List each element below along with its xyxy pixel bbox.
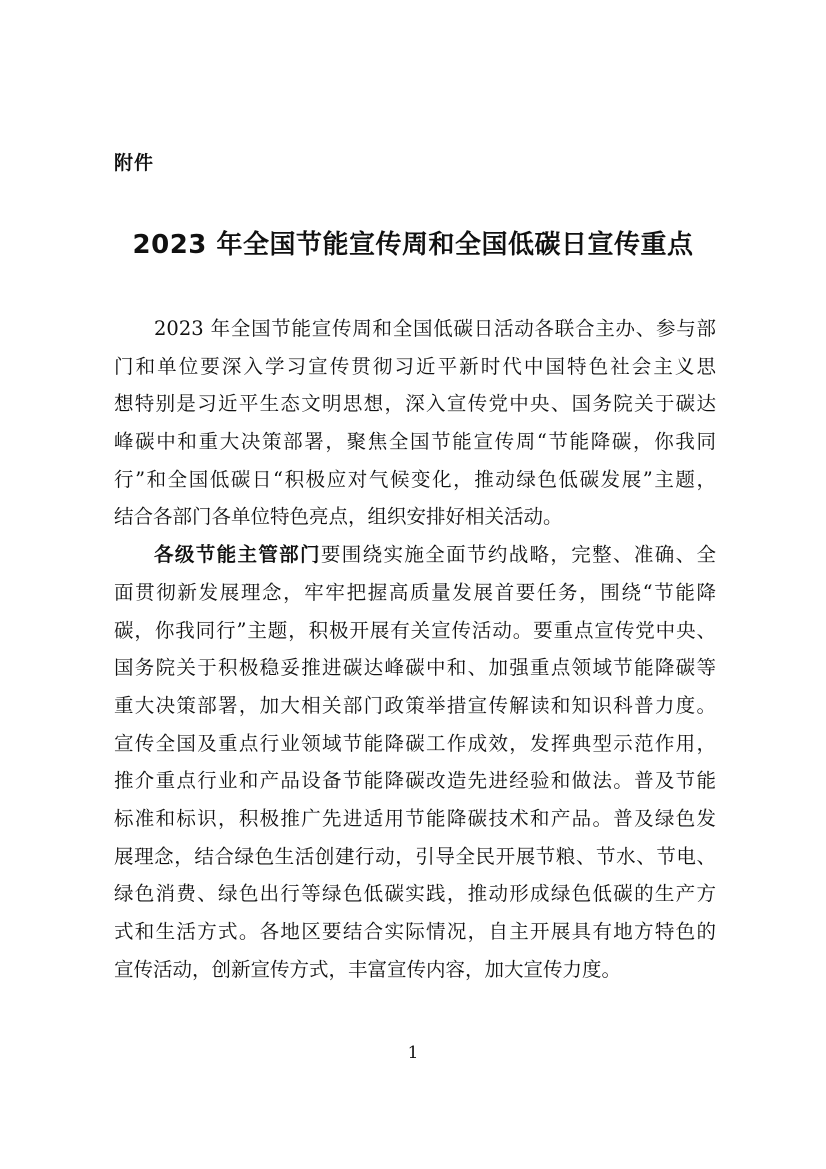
paragraph-line: 国务院关于积极稳妥推进碳达峰碳中和、加强重点领域节能降碳等 xyxy=(114,656,716,680)
paragraph-line: 面贯彻新发展理念，牢牢把握高质量发展首要任务，围绕“节能降 xyxy=(114,580,716,604)
attachment-label: 附件 xyxy=(114,152,155,174)
paragraph-line: 绿色消费、绿色出行等绿色低碳实践，推动形成绿色低碳的生产方 xyxy=(114,882,716,906)
paragraph-line: 宣传活动，创新宣传方式，丰富宣传内容，加大宣传力度。 xyxy=(114,957,622,981)
document-title: 2023 年全国节能宣传周和全国低碳日宣传重点 xyxy=(132,230,694,260)
paragraph-line: 展理念，结合绿色生活创建行动，引导全民开展节粮、节水、节电、 xyxy=(114,844,716,868)
paragraph-line: 结合各部门各单位特色亮点，组织安排好相关活动。 xyxy=(114,505,563,529)
paragraph-1 xyxy=(114,310,716,536)
body-text xyxy=(114,310,716,988)
paragraph-line: 想特别是习近平生态文明思想，深入宣传党中央、国务院关于碳达 xyxy=(114,392,716,416)
paragraph-line: 2023 年全国节能宣传周和全国低碳日活动各联合主办、参与部 xyxy=(154,317,716,340)
paragraph-line-rest: 要围绕实施全面节约战略，完整、准确、全 xyxy=(320,543,716,567)
paragraph-line: 标准和标识，积极推广先进适用节能降碳技术和产品。普及绿色发 xyxy=(114,806,716,830)
paragraph-line: 推介重点行业和产品设备节能降碳改造先进经验和做法。普及节能 xyxy=(114,769,716,793)
paragraph-line: 碳，你我同行”主题，积极开展有关宣传活动。要重点宣传党中央、 xyxy=(114,618,716,642)
paragraph-line: 宣传全国及重点行业领域节能降碳工作成效，发挥典型示范作用， xyxy=(114,731,716,755)
paragraph-line: 行”和全国低碳日“积极应对气候变化，推动绿色低碳发展”主题， xyxy=(114,467,716,491)
paragraph-line: 峰碳中和重大决策部署，聚焦全国节能宣传周“节能降碳，你我同 xyxy=(114,430,716,454)
paragraph-line: 门和单位要深入学习宣传贯彻习近平新时代中国特色社会主义思 xyxy=(114,354,716,378)
paragraph-line xyxy=(114,536,716,574)
paragraph-line: 式和生活方式。各地区要结合实际情况，自主开展具有地方特色的 xyxy=(114,920,716,943)
paragraph-line: 重大决策部署，加大相关部门政策举措宣传解读和知识科普力度。 xyxy=(114,693,716,717)
paragraph-lead-bold: 各级节能主管部门 xyxy=(154,543,321,567)
page-number: 1 xyxy=(407,1043,419,1063)
paragraph-2 xyxy=(114,536,716,988)
